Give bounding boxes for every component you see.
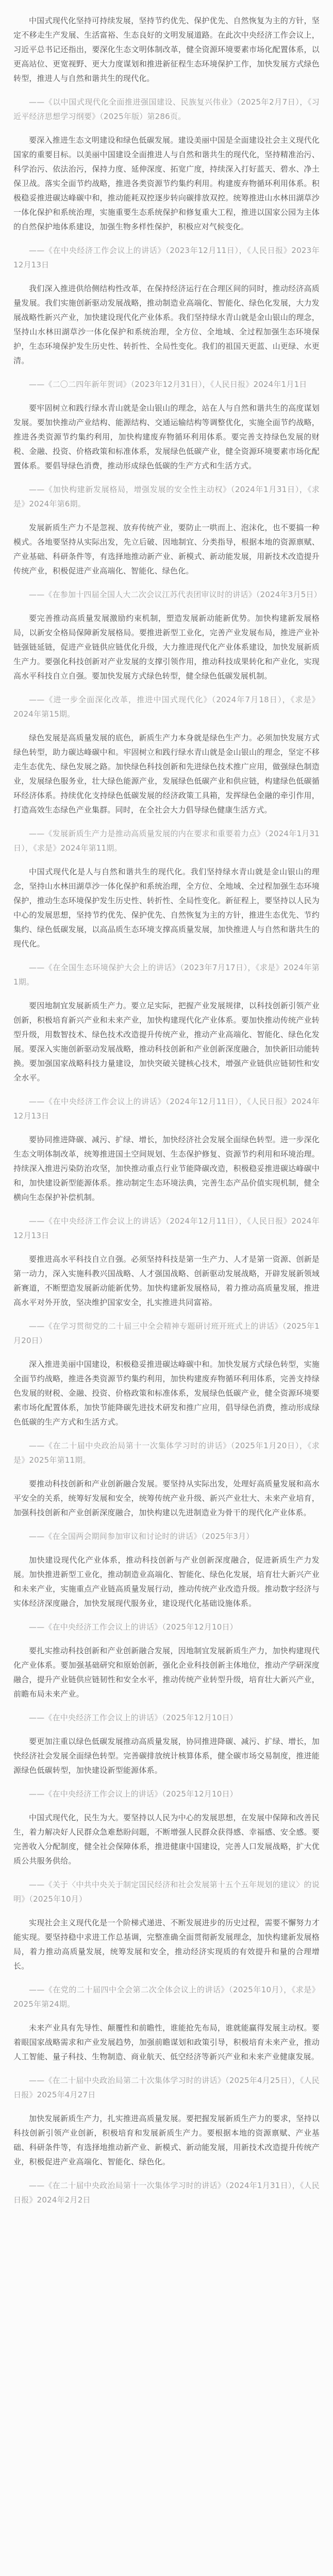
article-paragraph: 要推进高水平科技自立自强。必须坚持科技是第一生产力、人才是第一资源、创新是第一动力，深入实施科教兴国战略、人才强国战略、创新驱动发展战略，开辟发展新领域新赛道，不断塑造发展新动能新优势。加快构建新发展格局，着力推动高质量发展，推进高水平对外开放，坚决维护国家安全，扎实推进共同富裕。 <box>13 1255 320 1307</box>
source-citation: ——《在中央经济工作会议上的讲话》（2025年12月10日） <box>29 1789 238 1799</box>
article-paragraph: 发展新质生产力不是忽视、放弃传统产业，要防止一哄而上、泡沫化，也不要搞一种模式。各地要坚持从实际出发，先立后破、因地制宜、分类指导，根据本地的资源禀赋、产业基础、科研条件等，有选择地推动新产业、新模式、新动能发展，用新技术改造提升传统产业，积极促进产业高端化、智能化、绿色化。 <box>13 523 320 575</box>
source-citation: ——《在中央经济工作会议上的讲话》（2024年12月11日），《人民日报》2024年12月13日 <box>13 1097 320 1121</box>
article-paragraph: 绿色发展是高质量发展的底色，新质生产力本身就是绿色生产力。必须加快发展方式绿色转型，助力碳达峰碳中和。牢固树立和践行绿水青山就是金山银山的理念，坚定不移走生态优先、绿色发展之路。加快绿色科技创新和先进绿色技术推广应用，做强绿色制造业，发展绿色服务业，壮大绿色能源产业，发展绿色低碳产业和供应链，构建绿色低碳循环经济体系。持续优化支持绿色低碳发展的经济政策工具箱，发挥绿色金融的牵引作用，打造高效生态绿色产业集群。同时，在全社会大力倡导绿色健康生活方式。 <box>13 733 320 815</box>
source-citation: ——《在二十届中央政治局第二十次集体学习时的讲话》（2025年4月25日），《人民日报》2025年4月27日 <box>13 2076 320 2099</box>
article-paragraph: 要推动科技创新和产业创新融合发展。要坚持从实际出发，处理好高质量发展和高水平安全的关系，统筹好发展和安全，统筹传统产业升级、新兴产业壮大、未来产业培育，加强科技创新和产业创新深度融合，加快构建以先进制造业为骨干的现代化产业体系。 <box>13 1479 320 1517</box>
source-citation: ——《在中央经济工作会议上的讲话》（2024年12月11日），《人民日报》2024年12月13日 <box>13 1216 320 1240</box>
article-paragraph: 要协同推进降碳、减污、扩绿、增长，加快经济社会发展全面绿色转型。进一步深化生态文明体制改革，统筹推进国土空间规划、生态保护修复、资源节约利用和环境治理。持续深入推进污染防治攻坚，加快推动重点行业节能降碳改造，积极稳妥推进碳达峰碳中和，加快建设新型能源体系。推动制定生态环境法典，完善生态产品价值实现机制，健全横向生态保护补偿机制。 <box>13 1135 320 1202</box>
source-citation: ——《关于〈中共中央关于制定国民经济和社会发展第十五个五年规划的建议〉的说明》（2025年10月） <box>13 1880 320 1904</box>
source-citation: ——《在中央经济工作会议上的讲话》（2023年12月11日），《人民日报》2023年12月13日 <box>13 246 320 269</box>
source-citation: ——《在全国生态环境保护大会上的讲话》（2023年7月17日），《求是》2024年第1期。 <box>13 963 320 987</box>
source-citation: ——《加快构建新发展格局，增强发展的安全性主动权》（2024年1月31日），《求是》2024年第6期。 <box>13 485 320 509</box>
source-citation: ——《在全国两会期间参加审议和讨论时的讲话》（2025年3月） <box>29 1532 254 1541</box>
article-paragraph: 加快发展新质生产力，扎实推进高质量发展。要把握发展新质生产力的要求，坚持以科技创新引领产业创新，积极培育和发展新质生产力。要根据本地的资源禀赋、产业基础、科研条件等，有选择地推动新产业、新模式、新动能发展，用新技术改造提升传统产业，积极促进产业高端化、智能化、绿色化。 <box>13 2114 320 2166</box>
source-citation: ——《在中央经济工作会议上的讲话》（2025年12月10日） <box>29 1622 238 1632</box>
article-paragraph: 未来产业具有先导性、颠覆性和前瞻性，谁能抢先布局，谁就能赢得发展主动权。要着眼国家战略需求和产业发展趋势，加强前瞻谋划和政策引导，积极培育未来产业，推动人工智能、量子科技、生物制造、商业航天、低空经济等新兴产业和未来产业健康发展。 <box>13 2023 320 2061</box>
source-citation: ——《在学习贯彻党的二十届三中全会精神专题研讨班开班式上的讲话》（2025年1月20日） <box>13 1321 320 1345</box>
article-paragraph: 要更加注重以绿色低碳发展推动高质量发展，协同推进降碳、减污、扩绿、增长，加快经济社会发展全面绿色转型。完善碳排放统计核算体系，健全碳市场交易制度，推进能源绿色低碳转型，加快建设新型能源体系。 <box>13 1737 320 1775</box>
article-paragraph: 中国式现代化是人与自然和谐共生的现代化。我们坚持绿水青山就是金山银山的理念，坚持山水林田湖草沙一体化保护和系统治理，全方位、全地域、全过程加强生态环境保护，推动生态环境保护发生历史性、转折性、全局性变化。新征程上，要坚持以人民为中心的发展思想，坚持节约优先、保护优先、自然恢复为主的方针，推进生态优先、节约集约、绿色低碳发展，以高品质生态环境支撑高质量发展，加快推进人与自然和谐共生的现代化。 <box>13 867 320 948</box>
source-citation: ——《在二十届中央政治局第十一次集体学习时的讲话》（2024年1月31日），《人民日报》2024年2月2日 <box>13 2181 320 2205</box>
article-paragraph: 加快建设现代化产业体系，推动科技创新与产业创新深度融合，促进新质生产力发展。加快推进新型工业化，推动制造业高端化、智能化、绿色化发展，培育壮大新兴产业和未来产业，实施重点产业链高质量发展行动，推动传统产业改造升级。推动数字经济与实体经济深度融合，加快发展现代服务业，建设现代化基础设施体系。 <box>13 1555 320 1608</box>
article-paragraph: 深入推进美丽中国建设，积极稳妥推进碳达峰碳中和。加快发展方式绿色转型，实施全面节约战略，推进各类资源节约集约利用，加快构建废弃物循环利用体系，完善支持绿色发展的财税、金融、投资、价格政策和标准体系，发展绿色低碳产业，健全资源环境要素市场化配置体系，加快节能降碳先进技术研发和推广应用，倡导绿色消费，推动形成绿色低碳的生产方式和生活方式。 <box>13 1360 320 1427</box>
article-paragraph: 中国式现代化坚持可持续发展，坚持节约优先、保护优先、自然恢复为主的方针，坚定不移走生产发展、生活富裕、生态良好的文明发展道路。在此次中央经济工作会议上，习近平总书记还指出，要深化生态文明体制改革，健全资源环境要素市场化配置体系，以更高站位、更宽视野、更大力度谋划和推进新征程生态环境保护工作，加快发展方式绿色转型，推进人与自然和谐共生的现代化。 <box>13 16 320 83</box>
article-paragraph: 要牢固树立和践行绿水青山就是金山银山的理念，站在人与自然和谐共生的高度谋划发展。要加快推动产业结构、能源结构、交通运输结构等调整优化，实施全面节约战略，推进各类资源节约集约利用，加快构建废弃物循环利用体系。要完善支持绿色发展的财税、金融、投资、价格政策和标准体系，发展绿色低碳产业，健全资源环境要素市场化配置体系。要倡导绿色消费，推动形成绿色低碳的生产方式和生活方式。 <box>13 403 320 470</box>
source-citation: ——《发展新质生产力是推动高质量发展的内在要求和重要着力点》（2024年1月31日），《求是》2024年第11期。 <box>13 829 320 853</box>
source-citation: ——《在党的二十届四中全会第二次全体会议上的讲话》（2025年10月），《求是》2025年第24期。 <box>13 1985 320 2009</box>
article-paragraph: 要深入推进生态文明建设和绿色低碳发展。建设美丽中国是全面建设社会主义现代化国家的重要目标。以美丽中国建设全面推进人与自然和谐共生的现代化，坚持精准治污、科学治污、依法治污，保持力度、延伸深度、拓宽广度，持续深入打好蓝天、碧水、净土保卫战。落实全面节约战略，推进各类资源节约集约利用。构建废弃物循环利用体系。积极稳妥推进碳达峰碳中和，推动能耗双控逐步转向碳排放双控。统筹推进山水林田湖草沙一体化保护和系统治理，实施重要生态系统保护和修复重大工程，推进以国家公园为主体的自然保护地体系建设，加强生物多样性保护，积极应对气候变化。 <box>13 135 320 231</box>
article-paragraph: 要因地制宜发展新质生产力。要立足实际，把握产业发展规律，以科技创新引领产业创新，积极培育新兴产业和未来产业，加快构建现代化产业体系。要加快推动传统产业转型升级，用数智技术、绿色技术改造提升传统产业，推动产业高端化、智能化、绿色化发展。要深入实施创新驱动发展战略，推动科技创新和产业创新深度融合，加快新旧动能转换。要加强国家战略科技力量建设，加快突破关键核心技术，增强产业链供应链韧性和安全水平。 <box>13 1001 320 1082</box>
source-citation: ——《进一步全面深化改革，推进中国式现代化》（2024年7月18日），《求是》2024年第15期。 <box>13 695 320 719</box>
article-paragraph: 实现社会主义现代化是一个阶梯式递进、不断发展进步的历史过程，需要不懈努力才能实现。要坚持稳中求进工作总基调，完整准确全面贯彻新发展理念，加快构建新发展格局，着力推动高质量发展，统筹发展和安全，推动经济实现质的有效提升和量的合理增长。 <box>13 1918 320 1971</box>
source-citation: ——《二〇二四年新年贺词》（2023年12月31日），《人民日报》2024年1月1日 <box>29 380 307 389</box>
article-paragraph: 我们深入推进供给侧结构性改革，在保持经济运行在合理区间的同时，推动经济高质量发展。我们实施创新驱动发展战略，推动制造业高端化、智能化、绿色化发展，大力发展战略性新兴产业，加快建设现代化产业体系。我们坚持绿水青山就是金山银山的理念，坚持山水林田湖草沙一体化保护和系统治理，全方位、全地域、全过程加强生态环境保护，生态环境保护发生历史性、转折性、全局性变化。我们的祖国天更蓝、山更绿、水更清。 <box>13 284 320 365</box>
source-citation: ——《在中央经济工作会议上的讲话》（2025年12月10日） <box>29 1713 238 1722</box>
source-citation: ——《在二十届中央政治局第十一次集体学习时的讲话》（2025年1月20日），《求是》2025年第11期。 <box>13 1441 320 1465</box>
article-paragraph: 要完善推动高质量发展激励约束机制，塑造发展新动能新优势。加快构建新发展格局，以新安全格局保障新发展格局。要推进新型工业化，完善产业发展布局，推进产业补链强链延链，促进产业链供应链优化升级，大力推进现代化产业体系建设，加快发展新质生产力。要强化科技创新对产业发展的支撑引领作用，推动科技成果转化和产业化，实现高水平科技自立自强。要加快发展方式绿色转型，健全绿色低碳发展机制。 <box>13 614 320 681</box>
source-citation: ——《在参加十四届全国人大二次会议江苏代表团审议时的讲话》（2024年3月5日） <box>29 590 322 599</box>
article-paragraph: 要扎实推动科技创新和产业创新融合发展，因地制宜发展新质生产力，加快构建现代化产业体系。要加强基础研究和原始创新，强化企业科技创新主体地位，推动产学研深度融合，提升产业链供应链韧性和安全水平，推动传统产业转型升级，培育壮大新兴产业，前瞻布局未来产业。 <box>13 1646 320 1699</box>
source-citation: ——《以中国式现代化全面推进强国建设、民族复兴伟业》（2025年2月7日），《习近平经济思想学习纲要》（2025年版）第286页。 <box>13 97 320 121</box>
article-paragraph: 中国式现代化，民生为大。要坚持以人民为中心的发展思想，在发展中保障和改善民生，着力解决好人民群众急难愁盼问题，不断增强人民群众获得感、幸福感、安全感。要完善收入分配制度，健全社会保障体系，推进健康中国建设，完善人口发展战略，扩大优质公共服务供给。 <box>13 1813 320 1866</box>
